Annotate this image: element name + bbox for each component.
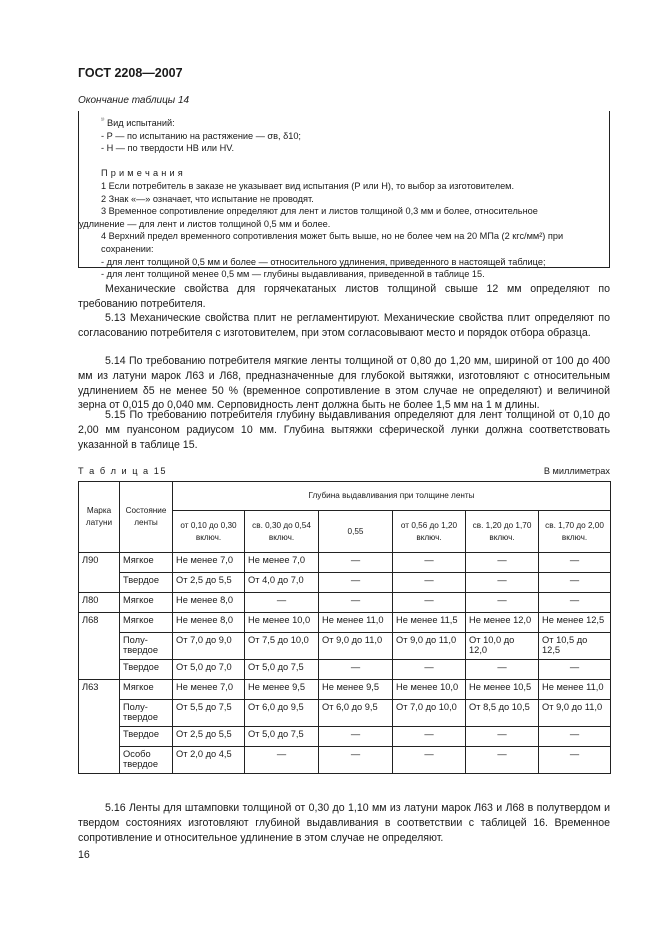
cell-depth-value: — [393, 573, 466, 593]
table-row [79, 553, 611, 573]
cell-depth-value: От 5,0 до 7,5 [245, 660, 319, 680]
note-1: 1 Если потребитель в заказе не указывает вид испытания (Р или Н), то выбор за изготовителем. [101, 181, 515, 192]
table-row [79, 633, 611, 660]
header-grade: Марка латуни [79, 482, 120, 553]
table-row [79, 700, 611, 727]
header-thickness-col: от 0,56 до 1,20 включ. [393, 511, 466, 553]
table-row [79, 660, 611, 680]
cell-depth-value: Не менее 11,5 [393, 613, 466, 633]
cell-depth-value: — [539, 660, 611, 680]
cell-state: Особо твердое [120, 747, 173, 774]
cell-depth-value: От 7,0 до 9,0 [173, 633, 245, 660]
cell-depth-value: — [319, 573, 393, 593]
footnote-marker: ¹⁾ [101, 118, 105, 124]
cell-depth-value: От 8,5 до 10,5 [466, 700, 539, 727]
paragraph-text: Механические свойства для горячекатаных листов толщиной свыше 12 мм определяют по требованию потребителя. [78, 283, 610, 310]
cell-depth-value: От 10,0 до 12,0 [466, 633, 539, 660]
cell-depth-value: От 5,5 до 7,5 [173, 700, 245, 727]
header-thickness-col: св. 1,70 до 2,00 включ. [539, 511, 611, 553]
cell-depth-value: — [245, 593, 319, 613]
cell-depth-value: Не менее 10,0 [245, 613, 319, 633]
cell-state: Твердое [120, 727, 173, 747]
paragraph-5-16 [78, 801, 610, 845]
cell-depth-value: Не менее 12,5 [539, 613, 611, 633]
cell-depth-value: От 7,5 до 10,0 [245, 633, 319, 660]
cell-state: Мягкое [120, 553, 173, 573]
paragraph-hot-rolled [78, 282, 610, 312]
cell-depth-value: От 2,0 до 4,5 [173, 747, 245, 774]
table-row [79, 727, 611, 747]
note-4-item: - для лент толщиной менее 0,5 мм — глубины выдавливания, приведенной в таблице 15. [101, 269, 485, 280]
cell-depth-value: Не менее 7,0 [173, 553, 245, 573]
cell-depth-value: — [393, 553, 466, 573]
cell-depth-value: Не менее 8,0 [173, 613, 245, 633]
paragraph-text: 5.16 Ленты для штамповки толщиной от 0,30 до 1,10 мм из латуни марок Л63 и Л68 в полутвердом и твердом состояниях изготовляют глубиной выдавливания в соответствии с таблицей 16. Временное сопротивление и относительное удлинение в этом случае не определяют. [78, 802, 610, 844]
note-4-line-2: сохранении: [101, 244, 154, 254]
cell-depth-value: — [319, 727, 393, 747]
cell-depth-value: — [466, 553, 539, 573]
note-3-line-2: удлинение — для лент и листов толщиной 0,5 мм и более. [79, 218, 331, 229]
header-thickness-col: 0,55 [319, 511, 393, 553]
header-thickness-col: св. 0,30 до 0,54 включ. [245, 511, 319, 553]
table-15-title: Т а б л и ц а 15 [78, 466, 167, 476]
table-row [79, 593, 611, 613]
footnote-title-text: Вид испытаний: [107, 118, 175, 129]
cell-depth-value: От 6,0 до 9,5 [245, 700, 319, 727]
table-15 [78, 481, 611, 774]
notes-title: П р и м е ч а н и я [101, 168, 184, 179]
cell-depth-value: — [539, 573, 611, 593]
cell-grade: Л63 [79, 680, 120, 774]
cell-depth-value: От 5,0 до 7,0 [173, 660, 245, 680]
paragraph-5-15 [78, 408, 610, 452]
cell-depth-value: От 6,0 до 9,5 [319, 700, 393, 727]
cell-depth-value: Не менее 10,5 [466, 680, 539, 700]
paragraph-text: 5.13 Механические свойства плит не регламентируют. Механические свойства плит определяют по согласованию потребителя с изготовителем, при этом согласовывают место и порядок отбора образца. [78, 312, 610, 339]
cell-depth-value: Не менее 12,0 [466, 613, 539, 633]
table-15-units: В миллиметрах [543, 466, 610, 476]
cell-depth-value: — [466, 727, 539, 747]
cell-depth-value: От 9,0 до 11,0 [539, 700, 611, 727]
cell-depth-value: — [466, 747, 539, 774]
cell-depth-value: От 2,5 до 5,5 [173, 727, 245, 747]
paragraph-5-14 [78, 354, 610, 413]
cell-depth-value: От 10,5 до 12,5 [539, 633, 611, 660]
cell-depth-value: Не менее 9,5 [319, 680, 393, 700]
table-row [79, 613, 611, 633]
cell-depth-value: От 5,0 до 7,5 [245, 727, 319, 747]
cell-depth-value: От 9,0 до 11,0 [393, 633, 466, 660]
cell-depth-value: — [319, 593, 393, 613]
cell-state: Полу-твердое [120, 633, 173, 660]
cell-depth-value: Не менее 9,5 [245, 680, 319, 700]
cell-depth-value: — [539, 747, 611, 774]
table-15-body [79, 553, 611, 774]
cell-depth-value: Не менее 7,0 [173, 680, 245, 700]
table14-notes-box [78, 111, 610, 280]
footnote-item: - Н — по твердости HB или HV. [101, 143, 235, 154]
cell-depth-value: — [539, 593, 611, 613]
footnote-title [101, 115, 609, 130]
header-depth-group: Глубина выдавливания при толщине ленты [173, 482, 611, 511]
cell-depth-value: — [539, 727, 611, 747]
note-4-item: - для лент толщиной 0,5 мм и более — относительного удлинения, приведенного в настоящей таблице; [101, 256, 546, 267]
cell-depth-value: — [245, 747, 319, 774]
cell-depth-value: От 9,0 до 11,0 [319, 633, 393, 660]
cell-grade: Л90 [79, 553, 120, 593]
paragraph-text: 5.14 По требованию потребителя мягкие ленты толщиной от 0,80 до 1,20 мм, шириной от 100 до 400 мм из латуни марок Л63 и Л68, предназначенные для глубокой вытяжки, изготовляют с относительным удлинением δ5 не менее 50 % (временное сопротивление в этом случае не определяют) и величиной зерна от 0,015 до 0,040 мм. Серповидность лент должна быть не более 1,5 мм на 1 м длины. [78, 355, 610, 412]
table-row [79, 680, 611, 700]
cell-depth-value: — [319, 660, 393, 680]
cell-depth-value: От 7,0 до 10,0 [393, 700, 466, 727]
header-state: Состояние ленты [120, 482, 173, 553]
table-continuation-caption: Окончание таблицы 14 [78, 95, 190, 106]
header-thickness-col: от 0,10 до 0,30 включ. [173, 511, 245, 553]
header-thickness-col: св. 1,20 до 1,70 включ. [466, 511, 539, 553]
cell-depth-value: — [466, 593, 539, 613]
cell-depth-value: Не менее 8,0 [173, 593, 245, 613]
cell-depth-value: — [393, 593, 466, 613]
cell-state: Твердое [120, 660, 173, 680]
cell-state: Мягкое [120, 680, 173, 700]
cell-grade: Л68 [79, 613, 120, 680]
cell-depth-value: Не менее 7,0 [245, 553, 319, 573]
cell-state: Твердое [120, 573, 173, 593]
note-4-line-1: 4 Верхний предел временного сопротивления может быть выше, но не более чем на 20 МПа (2 кгс/мм²) при [101, 231, 564, 242]
table-row [79, 573, 611, 593]
cell-depth-value: Не менее 11,0 [319, 613, 393, 633]
cell-state: Полу-твердое [120, 700, 173, 727]
cell-depth-value: От 4,0 до 7,0 [245, 573, 319, 593]
table-row [79, 747, 611, 774]
paragraph-text: 5.15 По требованию потребителя глубину выдавливания определяют для лент толщиной от 0,10 до 2,00 мм пуансоном радиусом 10 мм. Глубина вытяжки сферической лунки должна соответствовать указанной в таблице 15. [78, 409, 610, 451]
cell-grade: Л80 [79, 593, 120, 613]
cell-depth-value: — [319, 747, 393, 774]
document-header: ГОСТ 2208—2007 [78, 66, 183, 80]
cell-depth-value: — [319, 553, 393, 573]
cell-state: Мягкое [120, 613, 173, 633]
cell-depth-value: — [466, 660, 539, 680]
paragraph-5-13 [78, 311, 610, 341]
cell-depth-value: От 2,5 до 5,5 [173, 573, 245, 593]
cell-depth-value: — [393, 727, 466, 747]
cell-depth-value: — [539, 553, 611, 573]
cell-state: Мягкое [120, 593, 173, 613]
cell-depth-value: — [466, 573, 539, 593]
cell-depth-value: Не менее 11,0 [539, 680, 611, 700]
cell-depth-value: Не менее 10,0 [393, 680, 466, 700]
cell-depth-value: — [393, 747, 466, 774]
note-2: 2 Знак «—» означает, что испытание не проводят. [101, 193, 314, 204]
cell-depth-value: — [393, 660, 466, 680]
note-3-line-1: 3 Временное сопротивление определяют для лент и листов толщиной 0,3 мм и более, относительное [101, 206, 538, 217]
page-number: 16 [78, 849, 90, 861]
footnote-item: - Р — по испытанию на растяжение — σв, δ10; [101, 130, 301, 141]
